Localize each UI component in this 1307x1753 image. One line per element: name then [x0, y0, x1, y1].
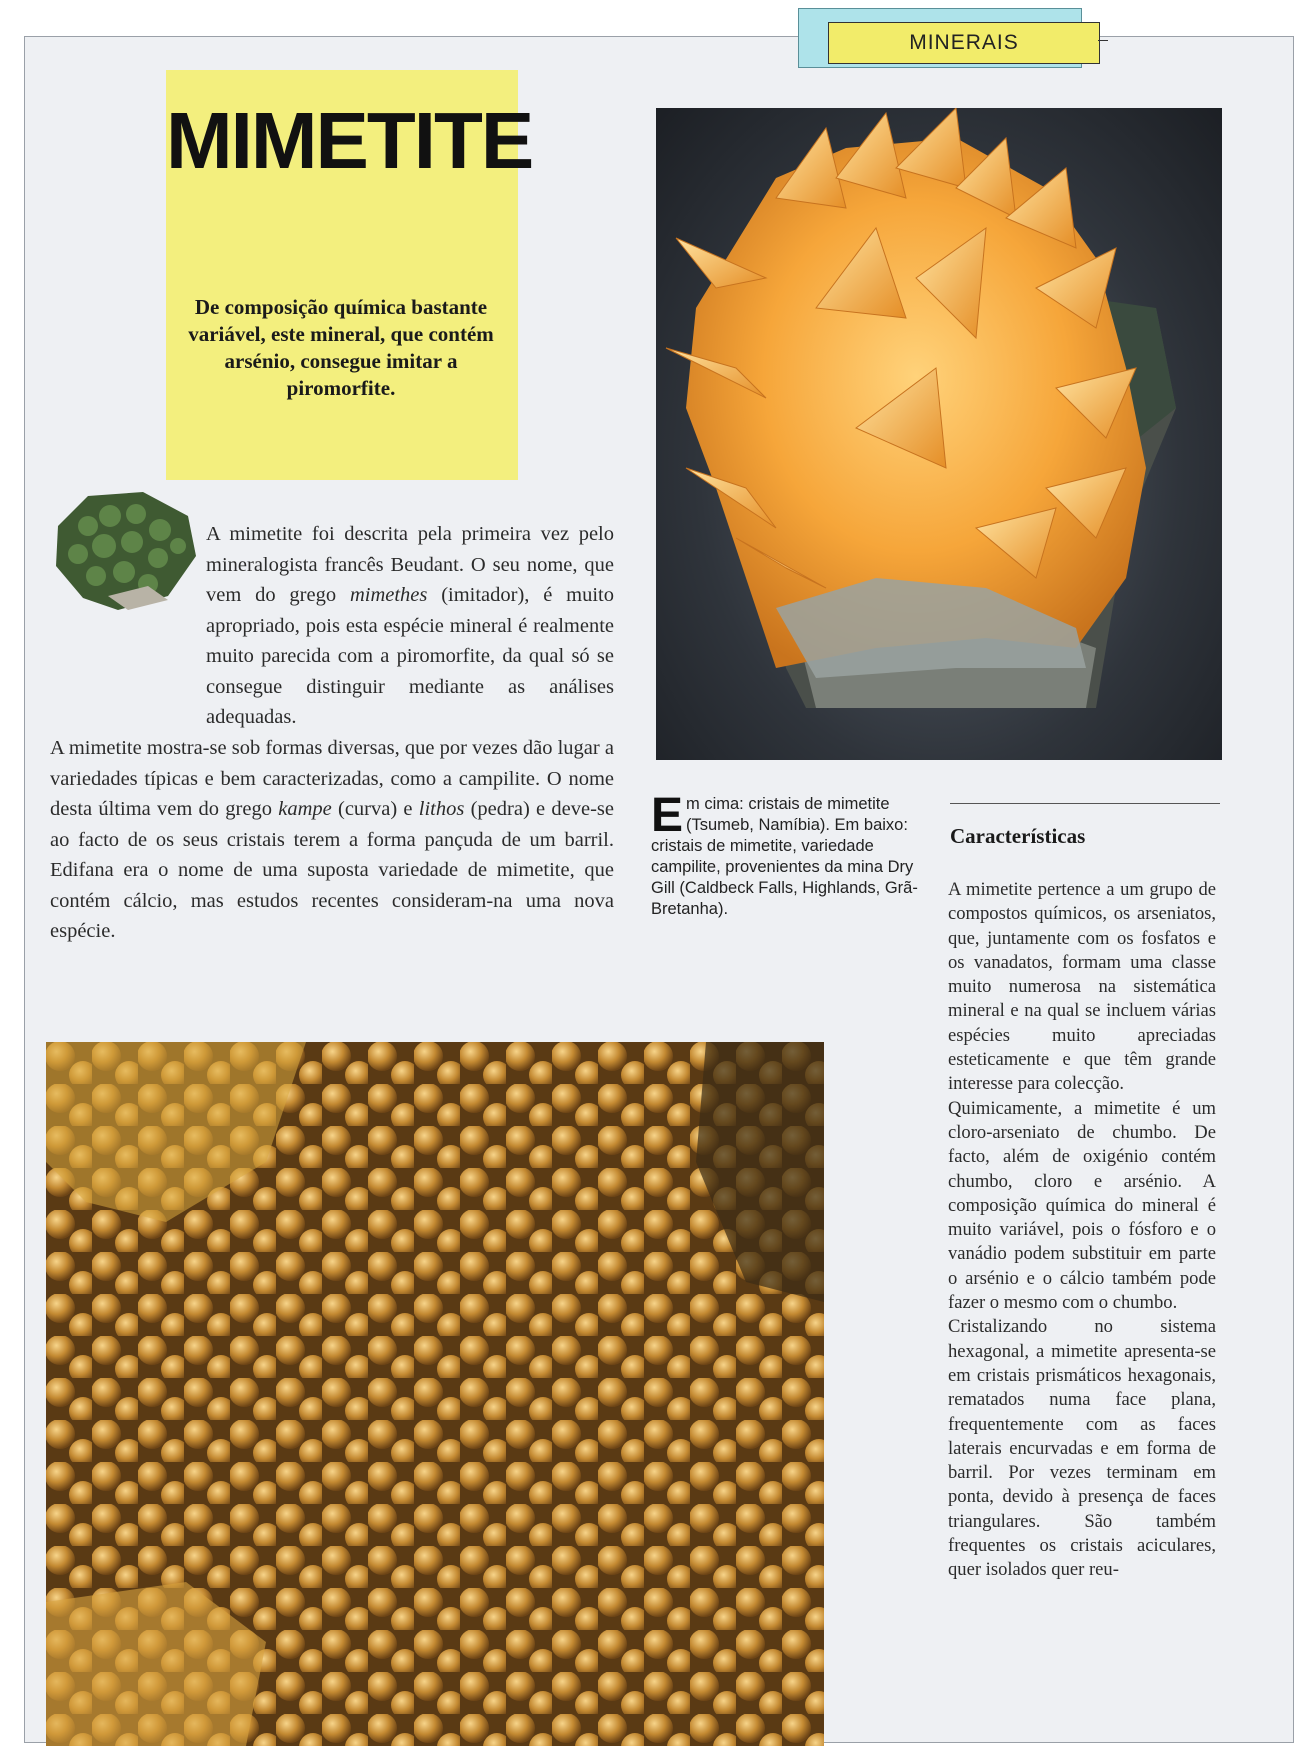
caption-text: m cima: cristais de mimetite (Tsumeb, Namíbia). Em baixo: cristais de mimetite, variedade campilite, provenientes da mina Dry Gill (Caldbeck Falls, Highlands, Grã-Bretanha). [651, 795, 918, 918]
sidebar-paragraph-3: Cristalizando no sistema hexagonal, a mimetite apresenta-se em cristais prismáticos hexagonais, rematados numa face plana, frequentemente com as faces laterais encurvadas e em forma de barril. Por vezes terminam em ponta, devido à presença de faces triangulares. São também frequentes os cristais aciculares, quer isolados quer reu- [948, 1316, 1216, 1581]
sidebar-paragraph-2: Quimicamente, a mimetite é um cloro-arseniato de chumbo. De facto, além de oxigénio contém chumbo, cloro e arsénio. A composição química do mineral é muito variável, pois o fósforo e o vanádio podem substituir em parte o arsénio e o cálcio também pode fazer o mesmo com o chumbo. [948, 1097, 1216, 1314]
photo-campylite [46, 1042, 824, 1746]
sidebar-paragraph-1: A mimetite pertence a um grupo de compostos químicos, os arseniatos, que, juntamente com os fosfatos e os vanadatos, formam uma classe muito numerosa na sistemática mineral e na qual se incluem várias espécies muito apreciadas esteticamente e que têm grande interesse para colecção. [948, 879, 1216, 1095]
article-p2-text-c: (pedra) e deve-se ao facto de os seus cristais terem a forma pançuda de um barril. Edifana era o nome de uma suposta variedade de mimetite, que contém cálcio, mas estudos recentes consideram-na uma nova espécie. [50, 798, 614, 942]
intro-text: De composição química bastante variável, este mineral, que contém arsénio, consegue imitar a piromorfite. [188, 295, 494, 400]
article-paragraph-1 [206, 519, 614, 733]
article-p2-em-2: lithos [418, 798, 465, 820]
tab-tick [1098, 40, 1108, 41]
sidebar-heading: Características [950, 824, 1086, 848]
article-p1-em: mimethes [349, 584, 428, 606]
article-p2-text-b: (curva) e [331, 798, 419, 820]
page-title: MIMETITE [166, 96, 533, 185]
photo-caption [651, 789, 931, 920]
article-p2-text-a: A mimetite mostra-se sob formas diversas, que por vezes dão lugar a variedades típicas e bem caracterizadas, como a campilite. O nome desta última vem do grego [50, 737, 614, 820]
sidebar-text [948, 878, 1216, 1583]
article-p1-text-b: (imitador), é muito apropriado, pois esta espécie mineral é realmente muito parecida com a piromorfite, da qual só se consegue distinguir mediante as análises adequadas. [206, 584, 614, 728]
article-p1-text-a: A mimetite foi descrita pela primeira vez pelo mineralogista francês Beudant. O seu nome, que vem do grego [206, 523, 614, 606]
photo-green-specimen [48, 486, 200, 616]
article-paragraph-2 [50, 733, 614, 947]
photo-mimetite-crystals [656, 108, 1222, 760]
section-tab-label: MINERAIS [828, 22, 1100, 64]
caption-dropcap: E [651, 789, 684, 842]
sidebar-rule [950, 803, 1220, 804]
article-p2-em-1: kampe [278, 798, 332, 820]
